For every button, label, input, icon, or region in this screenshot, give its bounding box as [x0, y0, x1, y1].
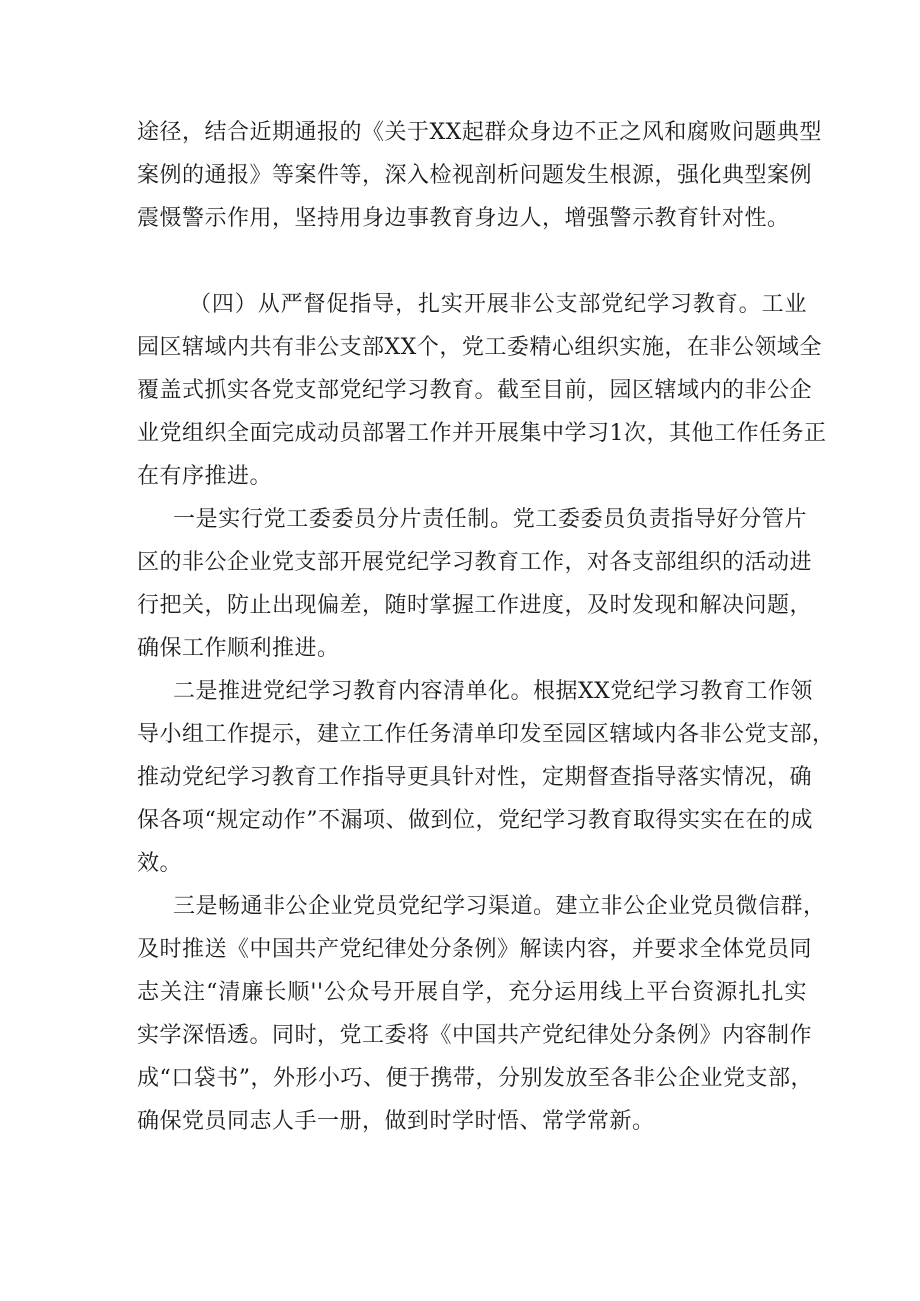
text-line: 覆盖式抓实各党支部党纪学习教育。截至目前，园区辖域内的非公企 [137, 378, 813, 403]
text-line: 确保工作顺利推进。 [137, 636, 340, 661]
text-line: 区的非公企业党支部开展党纪学习教育工作，对各支部组织的活动进 [137, 550, 813, 575]
point-heading-line: 二是推进党纪学习教育内容清单化。根据XX党纪学习教育工作领 [173, 679, 813, 704]
point-heading-line: 三是畅通非公企业党员党纪学习渠道。建立非公企业党员微信群， [173, 894, 826, 919]
text-line: 途径，结合近期通报的《关于XX起群众身边不正之风和腐败问题典型 [137, 120, 822, 145]
paragraph-warning-education [137, 111, 822, 240]
text-line: 保各项“规定动作”不漏项、做到位，党纪学习教育取得实实在在的成 [137, 808, 813, 833]
text-line: 行把关，防止出现偏差，随时掌握工作进度，及时发现和解决问题， [137, 593, 813, 618]
paragraph-section-four [137, 283, 827, 498]
paragraph-point-one [137, 498, 813, 670]
text-line: 在有序推进。 [137, 464, 273, 489]
point-heading-line: 一是实行党工委委员分片责任制。党工委委员负责指导好分管片 [173, 507, 807, 532]
section-heading-line: （四）从严督促指导，扎实开展非公支部党纪学习教育。工业 [189, 292, 807, 317]
text-line: 实学深悟透。同时，党工委将《中国共产党纪律处分条例》内容制作 [137, 1023, 813, 1048]
text-line: 震慑警示作用，坚持用身边事教育身边人，增强警示教育针对性。 [137, 206, 790, 231]
text-line: 业党组织全面完成动员部署工作并开展集中学习1次，其他工作任务正 [137, 421, 827, 446]
text-line: 确保党员同志人手一册，做到时学时悟、常学常新。 [137, 1109, 655, 1134]
paragraph-point-three [137, 885, 826, 1143]
text-line: 推动党纪学习教育工作指导更具针对性，定期督查指导落实情况，确 [137, 765, 813, 790]
text-line: 园区辖域内共有非公支部XX个，党工委精心组织实施，在非公领域全 [137, 335, 822, 360]
text-line: 及时推送《中国共产党纪律处分条例》解读内容，并要求全体党员同 [137, 937, 813, 962]
text-line: 导小组工作提示，建立工作任务清单印发至园区辖域内各非公党支部， [137, 722, 835, 747]
text-line: 案例的通报》等案件等，深入检视剖析问题发生根源，强化典型案例 [137, 163, 813, 188]
paragraph-point-two [137, 670, 835, 885]
text-line: 效。 [137, 851, 183, 876]
text-line: 志关注“清廉长顺''公众号开展自学，充分运用线上平台资源扎扎实 [137, 980, 807, 1005]
text-line: 成“口袋书”，外形小巧、便于携带，分别发放至各非公企业党支部， [137, 1066, 813, 1091]
